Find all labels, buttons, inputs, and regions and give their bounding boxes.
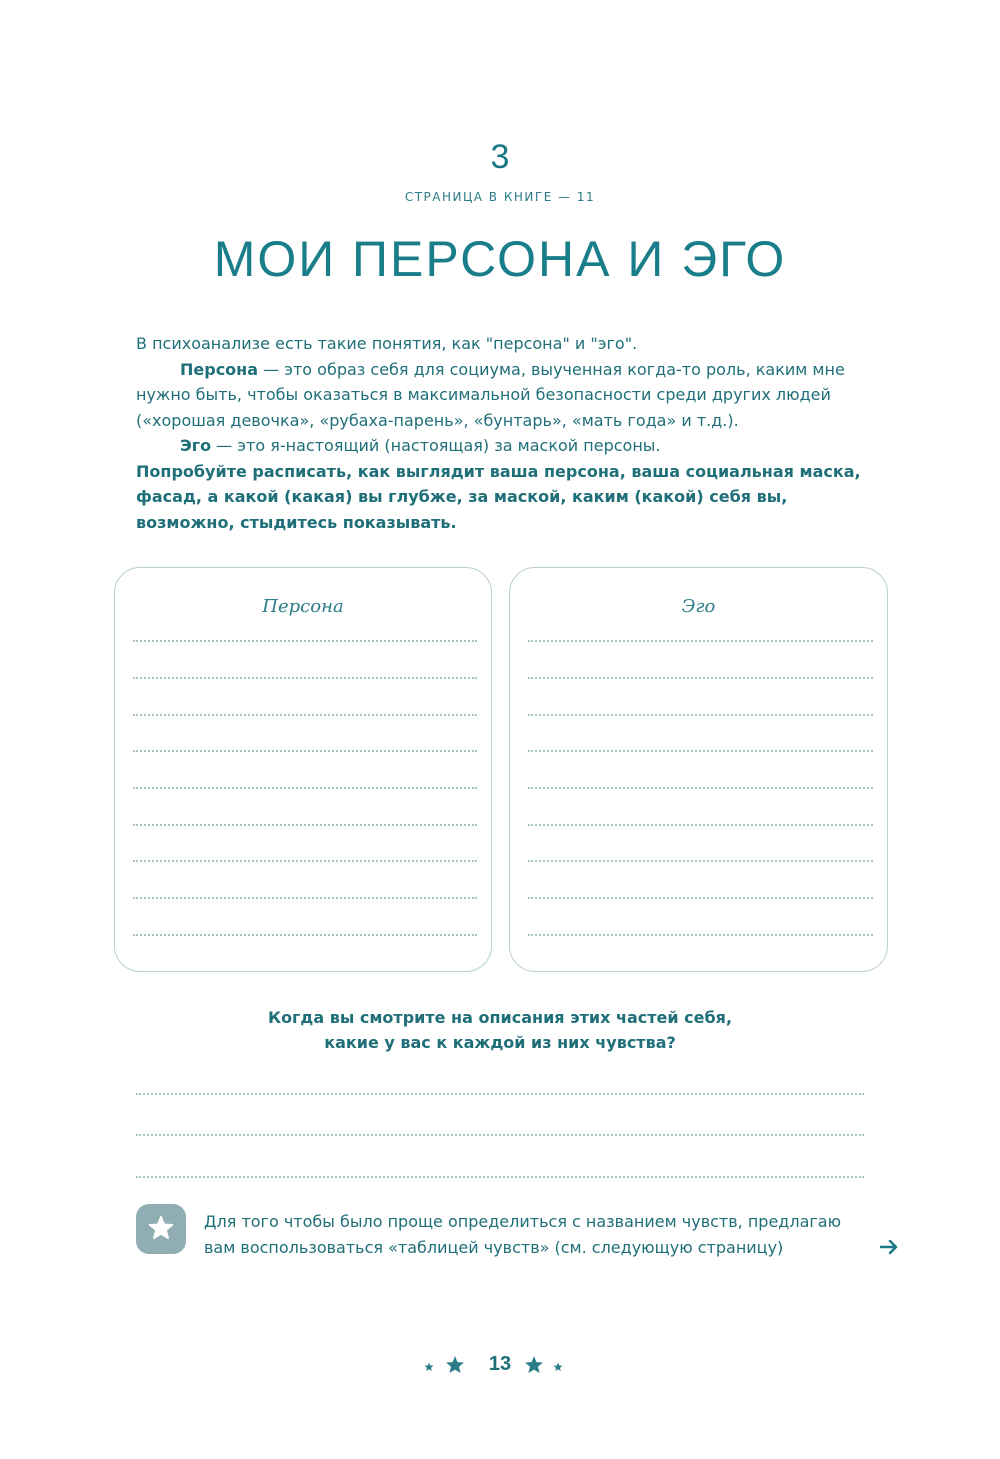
persona-write-line[interactable]	[133, 640, 477, 642]
ego-definition	[136, 433, 871, 459]
persona-write-line[interactable]	[133, 787, 477, 789]
persona-write-line[interactable]	[133, 677, 477, 679]
persona-box	[114, 567, 492, 972]
persona-write-line[interactable]	[133, 897, 477, 899]
page-number: 13	[488, 1353, 512, 1375]
ego-write-line[interactable]	[528, 714, 873, 716]
persona-write-line[interactable]	[133, 824, 477, 826]
ego-write-line[interactable]	[528, 860, 873, 862]
small-star-icon	[553, 1362, 563, 1372]
ego-box-title: Эго	[681, 596, 716, 617]
ego-write-line[interactable]	[528, 897, 873, 899]
question-line: Когда вы смотрите на описания этих частей себя,	[267, 1008, 733, 1027]
persona-write-line[interactable]	[133, 860, 477, 862]
persona-write-line[interactable]	[133, 714, 477, 716]
answer-line[interactable]	[136, 1093, 864, 1095]
intro-line: В психоанализе есть такие понятия, как "персона" и "эго".	[136, 334, 638, 353]
answer-line[interactable]	[136, 1134, 864, 1136]
star-icon	[524, 1355, 544, 1375]
intro-text	[136, 331, 871, 535]
ego-box	[509, 567, 888, 972]
ego-write-line[interactable]	[528, 824, 873, 826]
persona-write-line[interactable]	[133, 934, 477, 936]
ego-write-line[interactable]	[528, 934, 873, 936]
ego-write-line[interactable]	[528, 750, 873, 752]
page-title: МОИ ПЕРСОНА И ЭГО	[213, 231, 787, 287]
question-line: какие у вас к каждой из них чувства?	[324, 1033, 676, 1052]
tip-text: Для того чтобы было проще определиться с названием чувств, предлагаю вам воспользоваться «таблицей чувств» (см. следующую страницу)	[204, 1212, 842, 1257]
persona-definition-text: — это образ себя для социума, выученная когда-то роль, каким мне нужно быть, чтобы оказаться в максимальной безопасности среди других людей («хорошая девочка», «рубаха-парень», «бунтарь», «мать года» и т.д.).	[136, 359, 845, 430]
ego-term: Эго	[180, 436, 212, 455]
instruction-text: Попробуйте расписать, как выглядит ваша персона, ваша социальная маска, фасад, а какой (какая) вы глубже, за маской, каким (какой) себя вы, возможно, стыдитесь показывать.	[136, 461, 861, 532]
persona-term: Персона	[180, 359, 259, 379]
page-footer	[0, 1351, 1000, 1381]
ego-definition-text: — это я-настоящий (настоящая) за маской персоны.	[211, 436, 661, 455]
feelings-question	[0, 1005, 1000, 1055]
ego-write-line[interactable]	[528, 787, 873, 789]
tip-star-badge	[136, 1204, 186, 1254]
persona-write-line[interactable]	[133, 750, 477, 752]
ego-write-line[interactable]	[528, 640, 873, 642]
answer-line[interactable]	[136, 1176, 864, 1178]
book-page-reference: СТРАНИЦА В КНИГЕ — 11	[404, 190, 596, 204]
star-icon	[148, 1215, 174, 1241]
small-star-icon	[424, 1362, 434, 1372]
chapter-number: 3	[490, 138, 510, 176]
star-icon	[445, 1355, 465, 1375]
persona-box-title: Персона	[262, 596, 344, 617]
ego-write-line[interactable]	[528, 677, 873, 679]
persona-definition	[136, 357, 871, 434]
arrow-right-icon[interactable]	[878, 1236, 900, 1258]
